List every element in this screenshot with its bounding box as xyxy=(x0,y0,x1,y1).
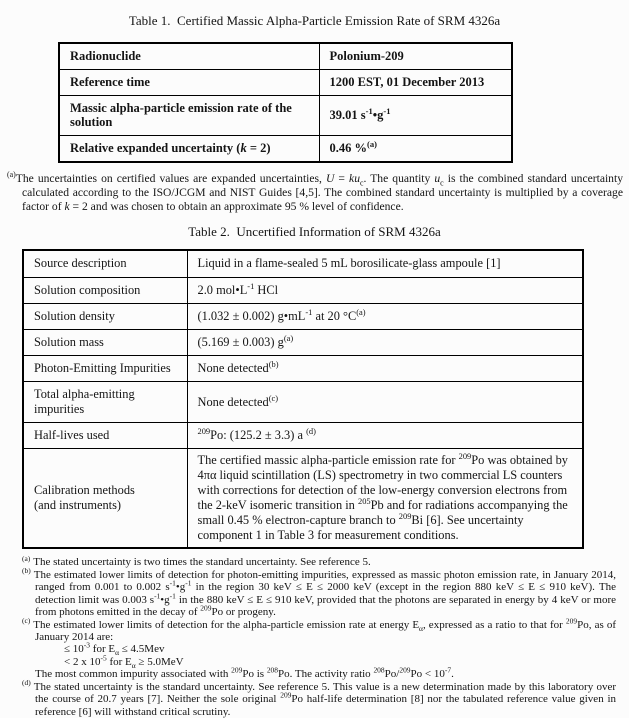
row-value: (1.032 ± 0.002) $g•mL^{-1}$ at 20 $^\circ C^{(a)}$ xyxy=(187,303,583,329)
footnote-c-limit-1: ≤ $10^{-3}$ for $E_\alpha \le 4.5Mev$ xyxy=(64,640,165,658)
footnote-d xyxy=(22,678,616,718)
footnote-text: The stated uncertainty is the standard uncertainty. See reference 5. This value is a new determination made by this laboratory over the course of 20.7 years [7]. Neither the sole original $^{209}$Po half-life determination [8] nor the tabulated reference value given in reference [6] will withstand critical scrutiny. xyxy=(33,680,616,718)
row-label: Photon-Emitting Impurities xyxy=(23,355,187,381)
table1-certified-values xyxy=(58,42,513,163)
table2-uncertified-info xyxy=(22,249,584,549)
row-value: Liquid in a flame-sealed 5 mL borosilicate-glass ampoule [1] xyxy=(187,250,583,277)
row-label: Half-lives used xyxy=(23,423,187,449)
table-row xyxy=(23,423,583,449)
table-row xyxy=(23,382,583,423)
row-value: Polonium-209 xyxy=(319,43,512,69)
row-label xyxy=(23,449,187,549)
table-row xyxy=(59,43,512,69)
row-label: Solution mass xyxy=(23,329,187,355)
footnote-marker: (b) xyxy=(22,566,31,576)
table-row xyxy=(23,449,583,549)
row-label: Radionuclide xyxy=(59,43,319,69)
row-label: Source description xyxy=(23,250,187,277)
row-value: None detected$^{(c)}$ xyxy=(187,382,583,423)
row-value: 39.01 $s^{-1}•g^{-1}$ xyxy=(319,95,512,136)
footnote-marker: (c) xyxy=(22,615,31,625)
footnote-a xyxy=(22,553,616,569)
table-row xyxy=(23,329,583,355)
footnote-text: The estimated lower limits of detection for the alpha-particle emission rate at energy $E_\alpha$, expressed as a ratio to that for $^{209}$Po, as of January 2014 are: xyxy=(33,615,616,643)
row-value: (5.169 ± 0.003) $g^{(a)}$ xyxy=(187,329,583,355)
row-value: 1200 EST, 01 December 2013 xyxy=(319,69,512,95)
footnote-text: The estimated lower limits of detection for photon-emitting impurities, expressed as massic photon emission rate, in January 2014, ranged from 0.001 to 0.002 $s^{-1}•g^{-1}$ in the region 30 keV ≤ E ≤ 2000 keV (except in the region 880 keV ≤ E ≤ 910 keV). The detection limit was 0.003 $s^{-1}•g^{-1}$ in the 880 keV ≤ E ≤ 910 keV, provided that the photons are separated in energy by 4 keV or more from photons emitted in the decay of $^{209}$Po or progeny. xyxy=(33,568,616,619)
row-value: $^{209}$Po: (125.2 ± 3.3) a $^{(d)}$ xyxy=(187,423,583,449)
footnote-c-continuation: The most common impurity associated with $^{209}$Po is $^{208}$Po. The activity ratio $^{208}Po/^{209}Po < 10^{-7}$. xyxy=(35,665,454,681)
table2-footnotes xyxy=(22,553,616,718)
row-value: 0.46 %$^{(a)}$ xyxy=(319,136,512,162)
row-label: Relative expanded uncertainty (k = 2) xyxy=(59,136,319,162)
footnote-b xyxy=(22,566,616,619)
footnote-marker: (d) xyxy=(22,678,31,688)
row-value: None detected$^{(b)}$ xyxy=(187,355,583,381)
table1-title: Table 1. Certified Massic Alpha-Particle Emission Rate of SRM 4326a xyxy=(128,13,501,28)
table2-title: Table 2. Uncertified Information of SRM 4326a xyxy=(188,224,441,240)
table-row xyxy=(23,250,583,277)
row-label-line2: (and instruments) xyxy=(34,498,122,513)
row-value: The certified massic alpha-particle emission rate for $^{209}$Po was obtained by 4πα liquid scintillation (LS) spectrometry in two commercial LS counters with corrections for detection of the low-energy conversion electrons from the 2-keV isomeric transition in $^{205}$Pb and for radiations accompanying the small 0.45 % electron-capture branch to $^{209}$Bi [6]. See uncertainty component 1 in Table 3 for measurement conditions. xyxy=(187,449,583,549)
table-row xyxy=(23,303,583,329)
row-label-line1: Calibration methods xyxy=(34,483,135,498)
footnote-marker: (a) xyxy=(22,553,31,563)
footnote-text: The stated uncertainty is two times the standard uncertainty. See reference 5. xyxy=(33,556,371,569)
table-row xyxy=(23,277,583,303)
row-label: Total alpha-emitting impurities xyxy=(23,382,187,423)
table1-footnote: $^{(a)}$The uncertainties on certified values are expanded uncertainties, $U = ku_c$. The quantity $u_c$ is the combined standard uncertainty calculated according to the ISO/JCGM and NIST Guides [4,5]. The combined standard uncertainty is multiplied by a coverage factor of k = 2 and was chosen to obtain an approximate 95 % level of confidence. xyxy=(7,169,623,213)
footnote-c xyxy=(22,615,616,644)
footnote-c-limit-2: < 2 x $10^{-5}$ for $E_\alpha \ge 5.0MeV$ xyxy=(64,653,184,671)
table-row xyxy=(59,69,512,95)
row-value: 2.0 $mol•L^{-1}$ HCl xyxy=(187,277,583,303)
row-label: Solution density xyxy=(23,303,187,329)
row-label: Reference time xyxy=(59,69,319,95)
row-label: Massic alpha-particle emission rate of the solution xyxy=(59,95,319,136)
table-row xyxy=(59,95,512,136)
row-label: Solution composition xyxy=(23,277,187,303)
table-row xyxy=(23,355,583,381)
table-row xyxy=(59,136,512,162)
